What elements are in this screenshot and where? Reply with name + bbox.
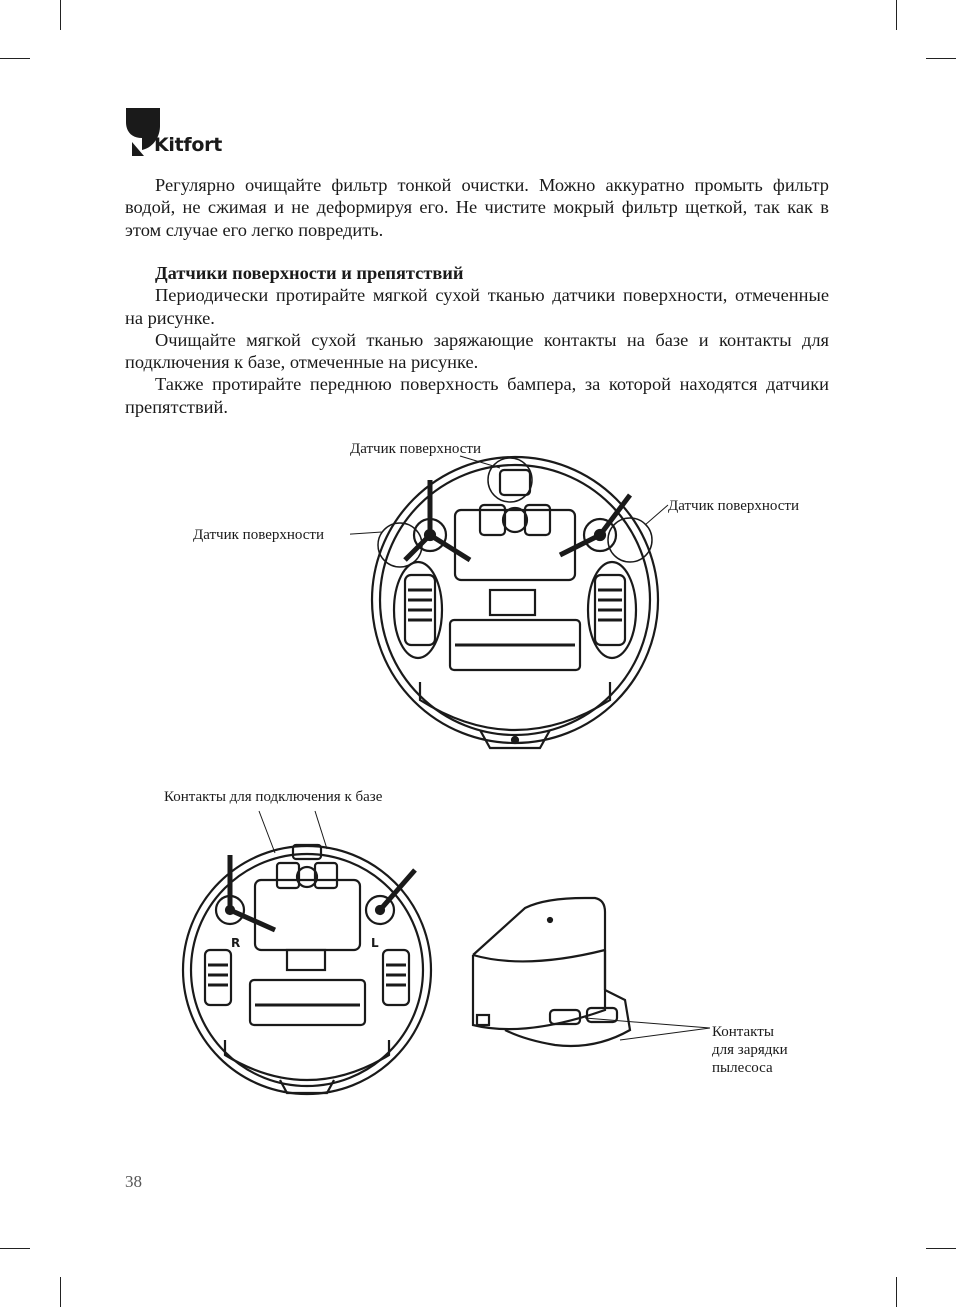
crop-mark — [60, 0, 61, 30]
surface-sensor-label-top: Датчик поверхности — [350, 441, 481, 457]
brand-name: Kitfort — [154, 134, 222, 156]
section-sensors — [125, 262, 829, 418]
surface-sensor-label-left: Датчик поверхности — [193, 527, 324, 543]
crop-mark — [926, 1248, 956, 1249]
charging-contacts-label-line1: Контакты — [712, 1024, 774, 1040]
charging-contacts-label-line2: для зарядки — [712, 1042, 788, 1058]
crop-mark — [926, 58, 956, 59]
paragraph-filter — [125, 174, 829, 241]
wheel-left-mark: L — [371, 936, 379, 950]
section-heading: Датчики поверхности и препятствий — [155, 263, 464, 283]
paragraph-3: Очищайте мягкой сухой тканью заряжающие контакты на базе и контакты для подключения к базе, отмеченные на рисунке. — [125, 329, 829, 373]
crop-mark — [0, 1248, 30, 1249]
paragraph-4: Также протирайте переднюю поверхность бампера, за которой находятся датчики препятствий. — [125, 374, 829, 417]
charging-contacts-label-line3: пылесоса — [712, 1060, 773, 1076]
crop-mark — [896, 0, 897, 30]
robot-bottom-sensors-figure — [350, 450, 680, 760]
page-number: 38 — [125, 1172, 142, 1191]
crop-mark — [60, 1277, 61, 1307]
robot-bottom-contacts-figure — [175, 805, 445, 1100]
base-contacts-label: Контакты для подключения к базе — [164, 789, 383, 805]
surface-sensor-label-right: Датчик поверхности — [668, 498, 799, 514]
crop-mark — [0, 58, 30, 59]
wheel-right-mark: R — [231, 936, 241, 950]
crop-mark — [896, 1277, 897, 1307]
paragraph-1: Регулярно очищайте фильтр тонкой очистки. Можно аккуратно промыть фильтр водой, не сжимая и не деформируя его. Не чистите мокрый фильтр щеткой, так как в этом случае его легко повредить. — [125, 175, 829, 240]
paragraph-2: Периодически протирайте мягкой сухой тканью датчики поверхности, отмеченные на рисунке. — [125, 285, 829, 328]
charging-base-figure — [465, 890, 715, 1060]
